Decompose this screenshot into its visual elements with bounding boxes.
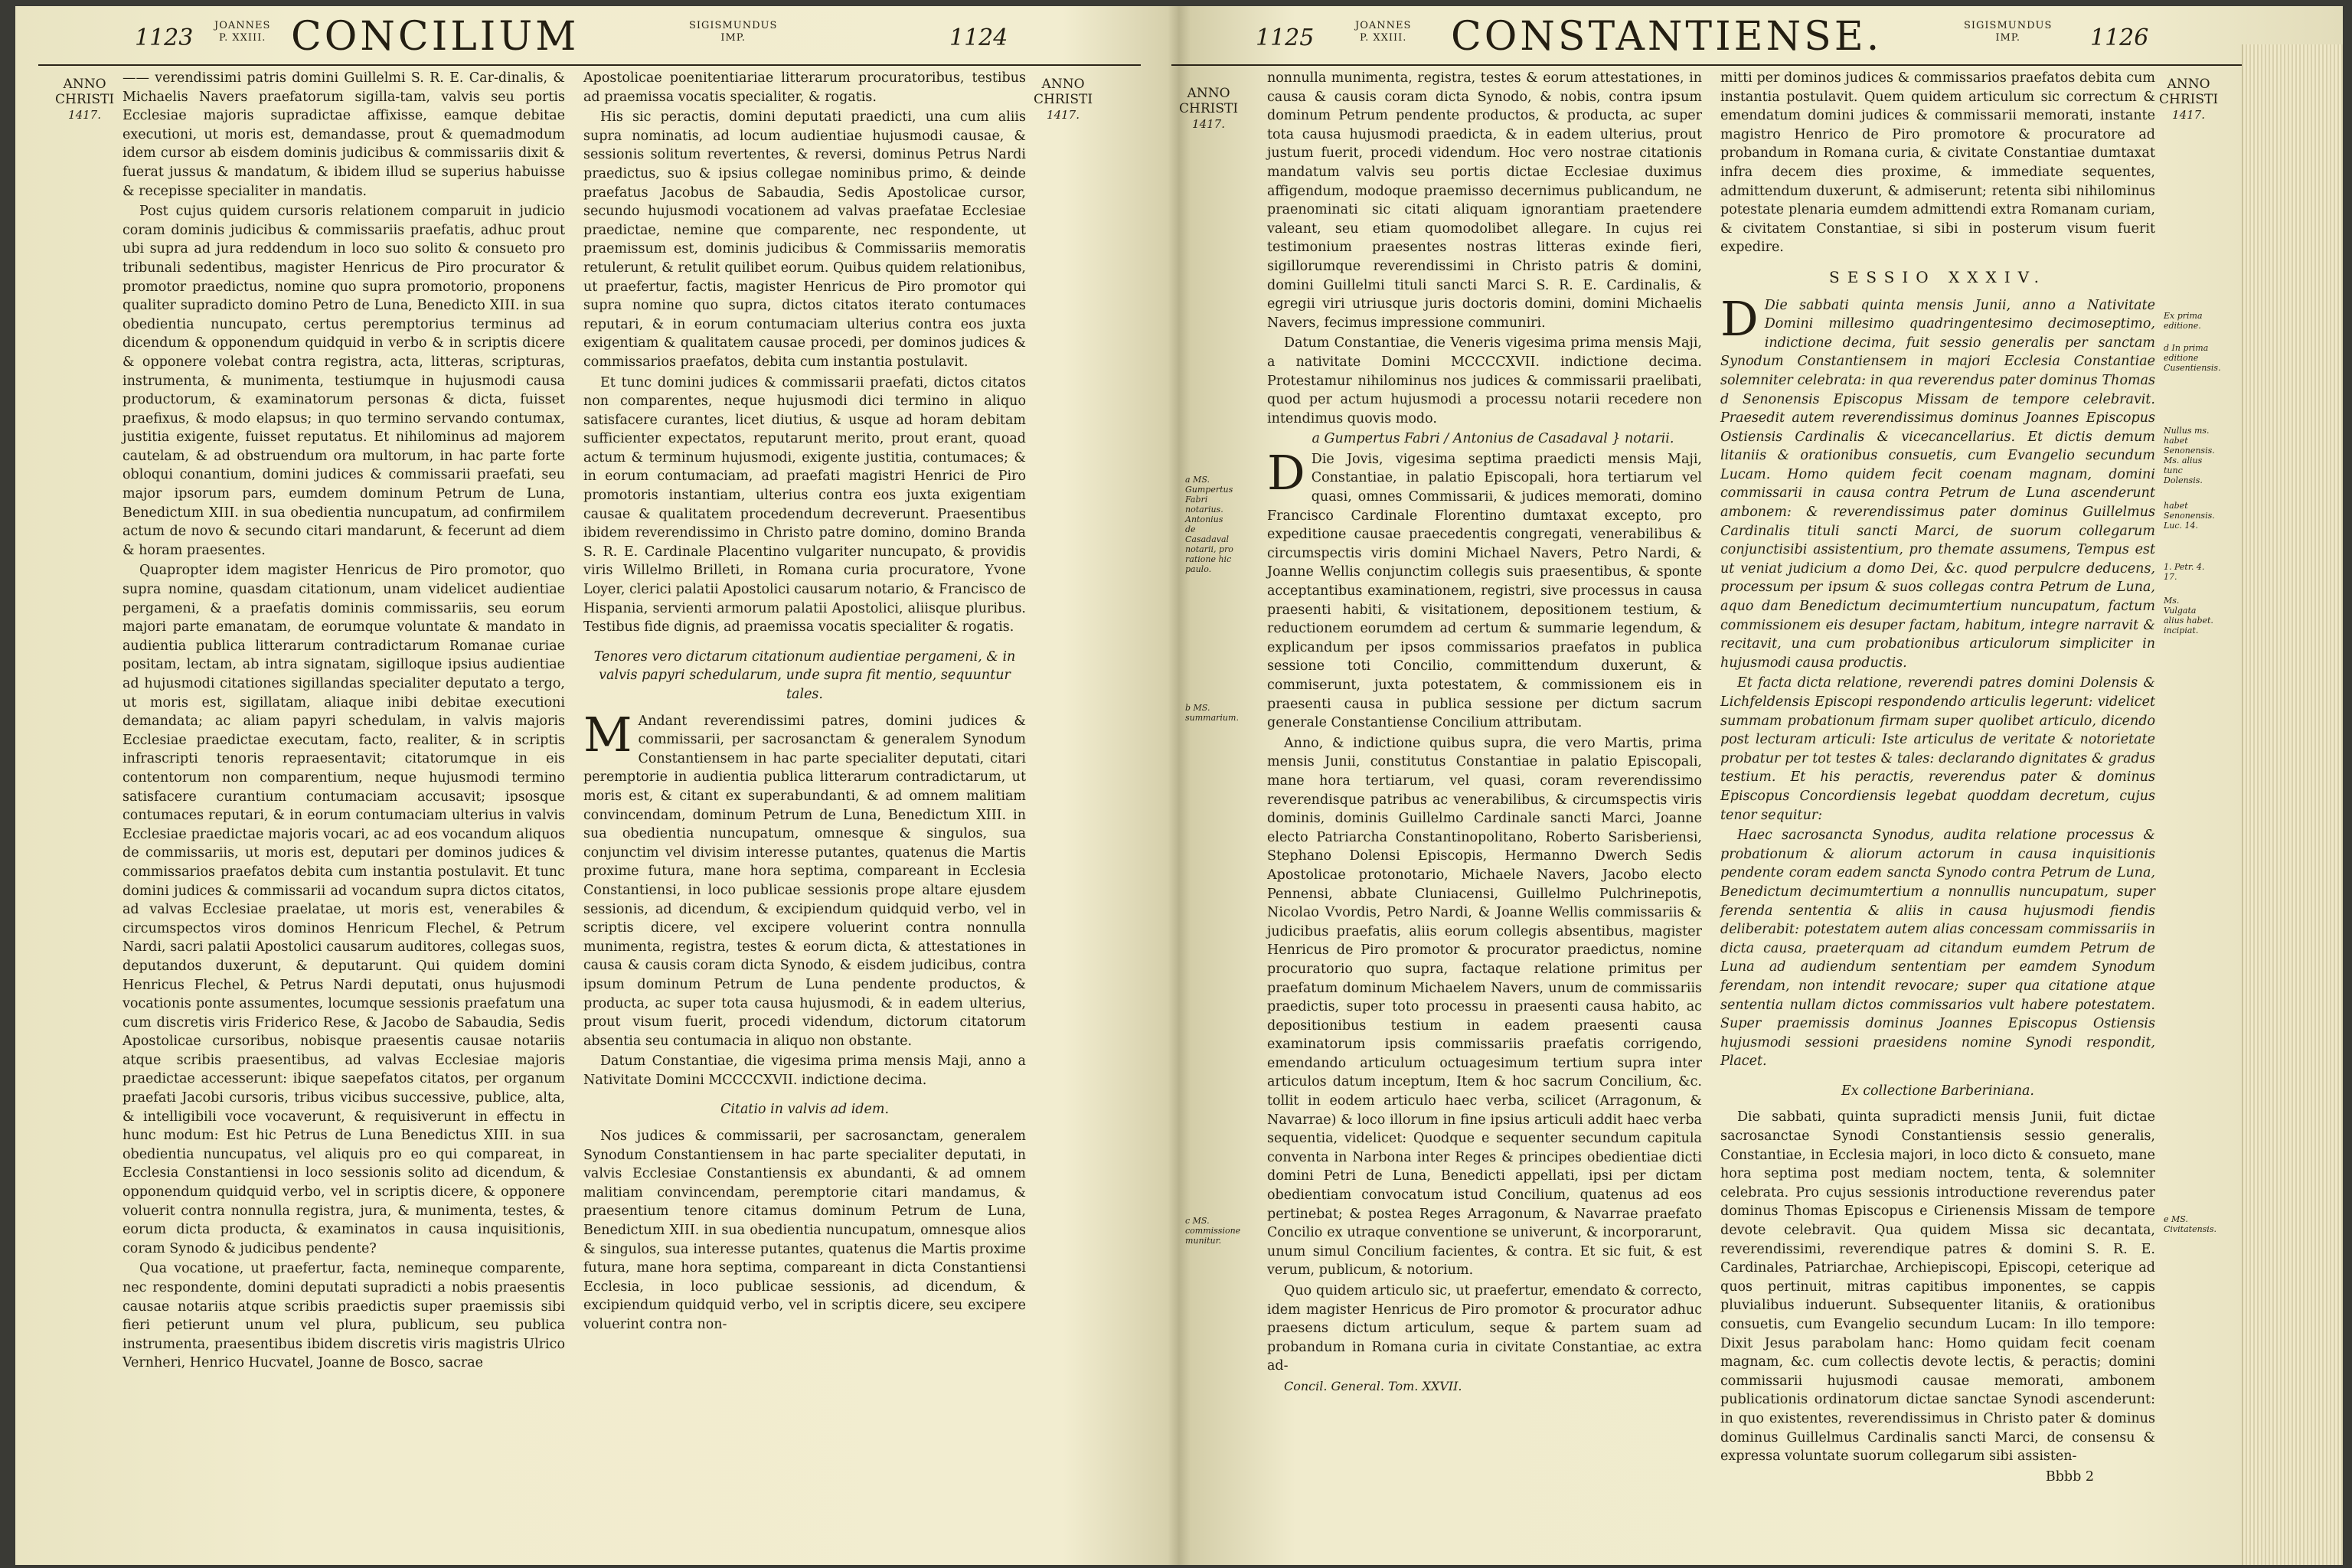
- side-note: c MS. commissione munitur.: [1185, 1216, 1241, 1246]
- paragraph: Post cujus quidem cursoris relationem comparuit in judicio coram dominis judicibus & commissariis praefatis, adhuc prout ubi supra ad jura reddendum in loco suo solito & consueto pro tribunali sedentibus, magister Henricus de Piro procurator & promotor praedictus, nomine quo supra promotorio, proponens qualiter supradicto domino Petro de Luna, Benedicto XIII. in sua obedientia nuncupato, certus peremptorius terminus ad dicendum & opponendum quidquid in verbo & in scriptis dicere & opponere volebat contra registra, acta, litteras, scripturas, instrumenta, & munimenta, testiumque in hujusmodi causa productorum, & examinatorum personas & dicta, fuisset praefixus, & modo elapsus; in quo termino servando contumax, justitia exigente, fuisset reputatus. Et nihilominus ad majorem cautelam, & ad obstruendum ora multorum, in hac parte forte obloqui conantium, domini judices & commissarii praefati, seu major ipsorum pars, eumdem dominum Petrum de Luna, Benedictum XIII. in sua obedientia nuncupatum, ad confirmilem actum de novo & secundo citari mandarunt, & fecerunt ad diem & horam praesentes.: [122, 204, 565, 558]
- page-edges: [2242, 44, 2343, 1565]
- drop-cap: D: [1267, 444, 1305, 501]
- open-book: [15, 6, 2343, 1565]
- paragraph: Die sabbati, quinta supradicti mensis Junii, fuit dictae sacrosanctae Synodi Constantiensis sessio generalis, Constantiae, in Ecclesia majori, in loco dicto & consueto, mane hora septima post mediam noctem, tenta, & solemniter celebrata. Pro cujus sessionis introductione reverendus pater dominus Thomas Episcopus e Cirienensis Missam de tempore devote celebravit. Qua quidem Missa sic decantata, reverendissimi, reverendique patres & domini S. R. E. Cardinales, Patriarchae, Archiepiscopi, Episcopi, ceterique ad quos pertinuit, mitras capitibus imponentes, se cappis pluvialibus induerunt. Subsequenter litaniis, & orationibus consuetis, cum Evangelio secundum Lucam: In illo tempore: Dixit Jesus parabolam hanc: Homo quidam fecit coenam magnam, &c. cum collectis devote lectis, & peractis; domini commissarii hujusmodi causae memorati, ambonem publicationis ordinatorum dictae sanctae Synodi ascenderunt: in quo existentes, reverendissimus in Christo pater & dominus dominus Guillelmus Cardinalis sancti Marci, de consensu & expressa voluntate suorum collegarum sibi assisten-: [1720, 1109, 2155, 1465]
- notary-signature: a Gumpertus Fabri / Antonius de Casadaval } notarii.: [1312, 431, 1674, 447]
- paragraph: Quo quidem articulo sic, ut praefertur, emendato & correcto, idem magister Henricus de Piro promotor & procurator adhuc praesens dictum articulum, seque & partem suam ad probandum in Romana curia in civitate Constantiae, ac extra ad-: [1267, 1283, 1702, 1374]
- right-margin-year-right: ANNO CHRISTI 1417.: [2159, 77, 2219, 122]
- paragraph: nonnulla munimenta, registra, testes & eorum attestationes, in causa & causis coram dicta Synodo, & nobis, contra ipsum dominum Petrum pendente productos, & producta, ac super tota causa hujusmodi praedicta, & in eadem ulterius, prout justum fuerit, procedi videndum. Hoc vero nostrae citationis mandatum valvis seu portis dictae Ecclesiae duximus affigendum, modoque praemisso decernimus publicandum, ne praenominati sic citati aliquam ignorantiam praetendere valeant, seu etiam quomodolibet allegare. In cujus rei testimonium praesentes nostras litteras exinde fieri, sigillorumque reverendissimi in Christo patris & domini, domini Guillelmi tituli sancti Marci S. R. E. Cardinalis, & egregii viri utriusque juris doctoris domini, domini Michaelis Navers, fecimus impressione communiri.: [1267, 70, 1702, 331]
- right-running-head: [1171, 11, 2243, 66]
- right-margin-year: ANNO CHRISTI 1417.: [1179, 86, 1239, 131]
- section-heading: Ex collectione Barberiniana.: [1841, 1083, 2034, 1099]
- left-page: [38, 6, 1141, 1565]
- paragraph: Et tunc domini judices & commissarii praefati, dictos citatos non comparentes, neque hujusmodi dici termino in aliquo satisfacere curantes, licet diutius, & usque ad horam debitam sufficienter expectatos, reputarunt merito, prout erant, quoad actum & terminum hujusmodi, exigente justitia, contumaces; & in eorum contumaciam, ad praefati magistri Henrici de Piro promotoris instantiam, ulterius contra eos juxta exigentiam causae & qualitatem procedendum decreverunt. Praesentibus ibidem reverendissimo in Christo patre domino, domino Branda S. R. E. Cardinale Placentino vulgariter nuncupato, & providis viris Willelmo Brilleti, in Romana curia procuratore, Yvone Loyer, clerici palatii Apostolici causarum notario, & Francisco de Hispania, servienti armorum palatii Apostolici, aliisque pluribus. Testibus fide dignis, ad praemissa vocatis specialiter & rogatis.: [583, 374, 1026, 635]
- paragraph: Quapropter idem magister Henricus de Piro promotor, quo supra nomine, quasdam citationum, unam videlicet audientiae pergameni, & a praefatis dominis commissariis, seu eorum majori parte emanatam, de eorumque voluntate & mandato in audientia publica litterarum contradictarum Romanae curiae positam, lectam, ab intra signatam, sigilloque ipsius audientiae ad hujusmodi citationes sigillandas specialiter deputato a tergo, ut moris est, sigillatam, aliaque inibi debitae executioni demandata; ac aliam papyri schedulam, in valvis majoris Ecclesiae praedictae executam, facto, realiter, & in scriptis infrascripti tenoris repraesentavit; citatorumque in eis contentorum non comparentium, neque hujusmodi termino satisfacere curantium contumaciam accusavit; ipsosque contumaces reputari, & in eorum contumaciam ulterius in valvis Ecclesiae praedictae majoris vocari, ac ad eos vocandum aliquos de commissariis, ut moris est, deputari per dominos judices & commissarios praefatos debita cum instantia postulavit. Et tunc domini judices & commissarii ad vocandum supra dictos citatos, ad valvas Ecclesiae praelatae, ut moris est, venerabiles & circumspectos viros dominos Henricum Flechel, & Petrum Nardi, sacri palatii Apostolici causarum auditores, collegas suos, deputandos duxerunt, & deputarunt. Qui quidem domini Henricus Flechel, & Petrus Nardi deputati, onus hujusmodi vocationis ponte assumentes, locumque sessionis praefatum una cum discretis viris Friderico Rese, & Jacobo de Sabaudia, Sedis Apostolicae cursoribus, nobisque praesentis causae notariis atque scribis praesentibus, ad valvas Ecclesiae majoris praedictae accesserunt: ibique saepefatos citatos, per organum praefati Jacobi cursoris, tribus vicibus successive, publice, alta, & intelligibili voce vocaverunt, & requisiverunt in effectu in hunc modum: Est hic Petrus de Luna Benedictus XIII. in sua obedientia nuncupatus, vel aliquis pro eo qui compareat, in Ecclesia Constantiensi in loco sessionis solito ad dicendum, & opponendum quidquid verbo, vel in scriptis dicere, & opponere voluerit contra nonnulla registra, jura, & munimenta, testes, & eorum dicta producta, & examinatos in causa inquisitionis, coram Synodo & judicibus pendente?: [122, 563, 565, 1256]
- paragraph: Haec sacrosancta Synodus, audita relatione processus & probationum & aliorum actorum in causa inquisitionis pendente coram eadem sancta Synodo contra Petrum de Luna, Benedictum decimumtertium a nonnullis nuncupatum, super ferenda sententia & aliis in causa hujusmodi fiendis deliberabit: potestatem autem alias concessam commissariis in dicta causa, praeterquam ad citandum eumdem Petrum de Luna ad audiendum sententiam per eamdem Synodum ferendam, non intendit revocare; super qua citatione atque sententia nullam dictos commissarios vult habere potestatem. Super praemissis dominus Joannes Episcopus Ostiensis hujusmodi sessioni praesidens nomine Synodi respondit, Placet.: [1720, 828, 2155, 1070]
- side-note: Ms. Vulgata alius habet. incipiat.: [2164, 596, 2213, 635]
- drop-cap: M: [583, 706, 632, 763]
- right-column-1: [1267, 69, 1702, 1488]
- right-columns: [1267, 69, 2155, 1488]
- right-header-pope: JOANNES P. XXIII.: [1355, 20, 1412, 44]
- paragraph: D Die sabbati quinta mensis Junii, anno a Nativitate Domini millesimo quadringentesimo decimoseptimo, indictione decima, fuit sessio generalis per sanctam Synodum Constantiensem in majori Ecclesia Constantiae solemniter celebrata: in qua reverendus pater dominus Thomas d Senonensis Episcopus Missam de tempore celebravit. Praesedit autem reverendissimus dominus Joannes Episcopus Ostiensis Cardinalis & vicecancellarius. Et dictis demum litaniis & orationibus consuetis, cum Evangelio secundum Lucam. Homo quidem fecit coenam magnam, domini commissarii in causa contra Petrum de Luna ascenderunt ambonem: & reverendissimus pater dominus Guillelmus Cardinalis tituli sancti Marci, de suorum collegarum conjunctisibi assistentium, pro themate assumens, Tempus est ut veniat judicium a domo Dei, &c. quod perpulcre deducens, processum per ipsum & suos collegas contra Petrum de Luna, aquo dam Benedictum decimumtertium nuncupatum, factum commissionem eis desuper factam, habitum, integre narravit & recitavit, una cum probationibus articulorum simpliciter in hujusmodi causa productis.: [1720, 290, 2155, 671]
- side-note: b MS. summarium.: [1185, 703, 1239, 723]
- paragraph: Nos judices & commissarii, per sacrosanctam, generalem Synodum Constantiensem in hac parte specialiter deputati, in valvis Ecclesiae Constantiensis ex abundanti, & ad omnem malitiam convincendam, peremptorie citari mandamus, & praesentium tenore citamus dominum Petrum de Luna, Benedictum XIII. in sua obedientia nuncupatum, omnesque alios & singulos, sua interesse putantes, quatenus die Martis proxime futura, mane hora septima, compareant in dicta Constantiensi Ecclesia, in loco publicae sessionis, ad dicendum, & excipiendum quidquid verbo, vel in scriptis dicere, seu excipere voluerint contra non-: [583, 1129, 1026, 1332]
- session-heading: SESSIO XXXIV.: [1829, 267, 2047, 286]
- footer-signature: Concil. General. Tom. XXVII.: [1284, 1378, 1462, 1393]
- right-page-number-right: 1126: [2090, 24, 2149, 51]
- left-column-2: [583, 69, 1026, 1374]
- side-note: 1. Petr. 4. 17.: [2164, 562, 2205, 582]
- paragraph: Datum Constantiae, die Veneris vigesima prima mensis Maji, a nativitate Domini MCCCCXVII. indictione decima. Protestamur nihilominus nos judices & commissarii praelibati, quod per actum hujusmodi a processu notarii recedere non intendimus quovis modo.: [1267, 335, 1702, 426]
- left-margin-year: ANNO CHRISTI 1417.: [55, 77, 115, 122]
- left-header-emperor: SIGISMUNDUS IMP.: [689, 20, 778, 44]
- signature-mark: Bbbb 2: [2045, 1468, 2094, 1485]
- paragraph: mitti per dominos judices & commissarios praefatos debita cum instantia postulavit. Quem quidem articulum sic correctum & emendatum domini judices & commissarii memorati, instante magistro Henrico de Piro promotore & procuratore ad probandum in Romana curia, & civitate Constantiae dumtaxat infra decem dies proxime, & immediate sequentes, admittendum duxerunt, & admiserunt; retenta sibi nihilominus potestate plenaria eumdem admittendi extra Romanam curiam, & civitatem Constantiae, si sibi in posterum visum fuerit expedire.: [1720, 70, 2155, 256]
- left-header-title: CONCILIUM: [291, 14, 580, 60]
- side-note: a MS. Gumpertus Fabri notarius. Antonius de Casadaval notarii, pro ratione hic paulo.: [1185, 475, 1233, 574]
- paragraph: Anno, & indictione quibus supra, die vero Martis, prima mensis Junii, constitutus Constantiae in palatio Episcopali, mane hora tertiarum, vel quasi, coram reverendissimo reverendisque patribus ac venerabilibus, & circumspectis viris dominis, dominis Guillelmo Cardinale sancti Marci, Joanne electo Patriarcha Constantinopolitano, Roberto Sarisberiensi, Stephano Dolensi Episcopis, Hermanno Dwerch Sedis Apostolicae protonotario, Michaele Navers, Jacobo electo Pennensi, abbate Cluniacensi, Guillelmo Pulchrinepotis, Nicolao Vvordis, Petro Nardi, & Joanne Wellis commissariis & judicibus praefatis, aliis eorum collegis absentibus, magister Henricus de Piro promotor & procurator praedictus, nomine procuratorio quo supra, factaque relatione primitus per praefatum dominum Michaelem Navers, unum de commissariis praedictis, super toto processu in praesenti causa habito, ac depositionibus testium in eadem praesenti causa examinatorum ipsis commissariis praefatis corrigendo, emendando articulum octuagesimum tertium supra inter articulos datum inceptum, Item & hoc sacrum Concilium, &c. tollit in eodem articulo haec verba, scilicet (Arragonum, & Navarrae) & loco illorum in fine ipsius articuli addit haec verba sequentia, videlicet: Quodque e sequenter secundum capitula conventa in Narbona inter Reges & principes obedientiae dicti domini Petri de Luna, Benedicti appellati, ipsi per dictam obedientiam convocatum istud Concilium, quatenus ad eos pertinebat; & postea Reges Arragonum, & Navarrae praefato Concilio ex utraque conventione se univerunt, & incorporarunt, unum simul Concilium facientes, & contra. Et sic fuit, & est verum, publicum, & notorium.: [1267, 735, 1702, 1279]
- paragraph: Et facta dicta relatione, reverendi patres domini Dolensis & Lichfeldensis Episcopi respondendo articulis legerunt: videlicet summam probationum firmam super quolibet articulo, dicendo post lecturam articuli: Iste articulus de veritate & notorietate probatur per tot testes & tales: declarando dignitates & gradus testium. Et his peractis, reverendus pater & dominus Episcopus Concordiensis legebat quoddam decretum, cujus tenor sequitur:: [1720, 675, 2155, 823]
- paragraph: Apostolicae poenitentiariae litterarum procuratoribus, testibus ad praemissa vocatis specialiter, & rogatis.: [583, 70, 1026, 105]
- side-note: d In prima editione Cusentiensis.: [2164, 343, 2221, 373]
- paragraph: —— verendissimi patris domini Guillelmi S. R. E. Car-dinalis, & Michaelis Navers praefatorum sigilla-tam, valvis seu portis Ecclesiae majoris supradictae affixisse, eamque debitae executioni, ut moris est, demandasse, prout & quemadmodum idem cursor ab eisdem dominis judicibus & commissariis dixit & fuerat jussus & mandatum, & ibidem illud se superius habuisse & recepisse specialiter in mandatis.: [122, 70, 565, 199]
- left-running-head: [38, 11, 1141, 66]
- section-heading: Tenores vero dictarum citationum audientiae pergameni, & in valvis papyri schedularum, unde supra fit mentio, sequuntur tales.: [593, 648, 1016, 702]
- side-note: e MS. Civitatensis.: [2164, 1214, 2216, 1234]
- left-header-pope: JOANNES P. XXIII.: [214, 20, 271, 44]
- left-column-1: [122, 69, 565, 1374]
- right-page: [1171, 6, 2243, 1565]
- left-page-number-right: 1124: [949, 24, 1008, 51]
- left-page-number: 1123: [135, 24, 194, 51]
- right-page-number: 1125: [1256, 24, 1315, 51]
- paragraph: D Die Jovis, vigesima septima praedicti mensis Maji, Constantiae, in palatio Episcopali, hora tertiarum vel quasi, omnes Commissarii, & judices memorati, domino Francisco Cardinale Florentino dumtaxat excepto, pro expeditione causae praecedentis congregati, venerabilibus & circumspectis viris domini Michael Navers, Petro Nardi, & Joanne Wellis conjunctim collegis suis praesentibus, & sponte acceptantibus examinationem, registri, sive processus in causa praesenti habiti, & visitationem, depositionem testium, & reductionem eorumdem ad certum & summarie legendum, & explicandum per ipsos commissarios praefatos in publica sessione toti Concilio, committendum duxerunt, & commiserunt, juxta potestatem, & commissionem eis in praesenti causa in publica sessione per dictum sacrum generale Constantiense Concilium attributam.: [1267, 444, 1702, 731]
- paragraph: Datum Constantiae, die vigesima prima mensis Maji, anno a Nativitate Domini MCCCCXVII. indictione decima.: [583, 1054, 1026, 1088]
- paragraph: Qua vocatione, ut praefertur, facta, nemineque comparente, nec respondente, domini deputati supradicti a nobis praesentis causae notariis atque scribis praedictis super praemissis sibi fieri petierunt unum vel plura, publicum, seu publica instrumenta, praesentibus ibidem discretis viris magistris Ulrico Vernheri, Henrico Hucvatel, Joanne de Bosco, sacrae: [122, 1261, 565, 1371]
- section-heading: Citatio in valvis ad idem.: [720, 1102, 890, 1118]
- drop-cap: D: [1720, 290, 1759, 347]
- side-note: Nullus ms. habet Senonensis. Ms. alius tunc Dolensis.: [2164, 426, 2215, 485]
- right-header-title: CONSTANTIENSE.: [1451, 14, 1883, 60]
- left-columns: [122, 69, 1026, 1374]
- right-header-emperor: SIGISMUNDUS IMP.: [1964, 20, 2053, 44]
- right-column-2: [1720, 69, 2155, 1488]
- left-margin-year-right: ANNO CHRISTI 1417.: [1034, 77, 1093, 122]
- side-note: Ex prima editione.: [2164, 311, 2203, 331]
- paragraph: His sic peractis, domini deputati praedicti, una cum aliis supra nominatis, ad locum audientiae hujusmodi causae, & sessionis solitum revertentes, & reversi, dominus Petrus Nardi praedictus, suo & ipsius collegae nominibus primo, & deinde praefatus Jacobus de Sabaudia, Sedis Apostolicae cursor, secundo hujusmodi vocationem ad valvas praefatae Ecclesiae praedictae, nemine que comparente, nec respondente, ut praemissum est, dominis judicibus & Commissariis memoratis retulerunt, & retulit quilibet eorum. Quibus quidem relationibus, ut praefertur, factis, magister Henricus de Piro promotor qui supra nomine quo supra, dictos citatos iterato contumaces reputari, & in eorum contumaciam ulterius contra eos juxta exigentiam & qualitatem causae procedi, per dominos judices & commissarios praefatos, debita cum instantia postulavit.: [583, 109, 1026, 370]
- side-note: habet Senonensis. Luc. 14.: [2164, 501, 2215, 531]
- paragraph: M Andant reverendissimi patres, domini judices & commissarii, per sacrosanctam & generalem Synodum Constantiensem in hac parte specialiter deputati, citari peremptorie in audientia publica litterarum contradictarum, ut moris est, & citant ex superabundanti, & ad omnem malitiam convincendam, dominum Petrum de Luna, Benedictum XIII. in sua obedientia nuncupatum, omnesque & singulos, sua conjunctim vel divisim interesse putantes, quatenus die Martis proxime futura, mane hora septima, compareant in Ecclesia Constantiensi, in loco publicae sessionis prope altare ejusdem sessionis, ad dicendum, & excipiendum quidquid verbo, vel in scriptis dicere, vel excipere voluerint contra nonnulla munimenta, registra, testes & eorum dicta, & attestationes in causa & causis coram dicta Synodo, & eisdem judicibus, contra ipsum dominum Petrum de Luna pendente productos, & producta, ac super tota causa hujusmodi, & in eadem ulterius, prout visum fuerit, procedi videndum, dictorum citatorum absentia seu contumacia in aliquo non obstante.: [583, 706, 1026, 1049]
